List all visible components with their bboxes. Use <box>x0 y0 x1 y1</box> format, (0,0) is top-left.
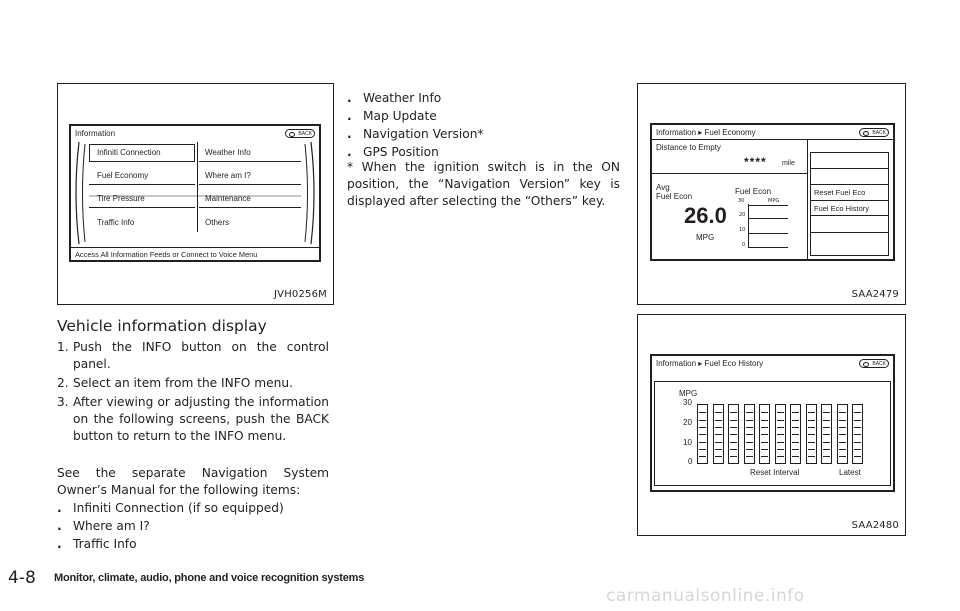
figure-fuel-eco-history <box>637 314 906 536</box>
back-button[interactable]: BACK <box>285 129 315 138</box>
menu-item-weather-info[interactable] <box>199 144 301 162</box>
side-button-list <box>810 152 889 256</box>
bar-segment-line <box>761 442 768 443</box>
section-heading: Vehicle information display <box>57 317 267 335</box>
gauge-line <box>748 205 788 206</box>
bar-segment-line <box>839 427 846 428</box>
distance-to-empty-value: **** <box>744 155 767 169</box>
history-bar-column <box>852 404 863 464</box>
menu-item-label: Maintenance <box>205 194 251 203</box>
x-label-latest: Latest <box>839 468 861 477</box>
side-blank-row <box>811 232 888 233</box>
bar-segment-line <box>808 434 815 435</box>
bar-segment-line <box>699 434 706 435</box>
history-bar-column <box>806 404 817 464</box>
bar-segment-line <box>839 434 846 435</box>
figure-id: JVH0256M <box>274 289 327 300</box>
step-1 <box>57 339 329 373</box>
x-label-reset-interval: Reset Interval <box>750 468 800 477</box>
bar-segment-line <box>746 420 753 421</box>
bar-segment-line <box>715 427 722 428</box>
bar-segment-line <box>823 456 830 457</box>
bar-segment-line <box>839 456 846 457</box>
gauge-tick-0: 0 <box>742 242 746 248</box>
bar-segment-line <box>823 412 830 413</box>
step-text: After viewing or adjusting the information on the following screens, push the BACK button to return to the INFO menu. <box>73 395 329 443</box>
bar-segment-line <box>761 412 768 413</box>
bar-segment-line <box>715 442 722 443</box>
voice-menu-footer[interactable]: Access All Information Feeds or Connect to Voice Menu <box>71 247 319 260</box>
navigation-note: * When the ignition switch is in the ON position, the “Navigation Version” key is displayed after selecting the “Others” key. <box>347 160 620 208</box>
step-number: 3. <box>57 395 69 409</box>
left-panel-divider <box>652 173 807 174</box>
bullet-dot: . <box>57 519 62 533</box>
bar-segment-line <box>730 449 737 450</box>
step-number: 2. <box>57 376 69 390</box>
gauge-label: Fuel Econ <box>735 187 772 196</box>
figure-info-menu <box>57 83 334 305</box>
bar-segment-line <box>699 412 706 413</box>
bar-segment-line <box>777 427 784 428</box>
bar-segment-line <box>854 456 861 457</box>
bar-segment-line <box>715 434 722 435</box>
bar-segment-line <box>823 427 830 428</box>
menu-item-fuel-economy[interactable] <box>89 167 195 185</box>
y-tick-10: 10 <box>683 438 692 447</box>
menu-item-label: Where am I? <box>205 171 251 180</box>
menu-item-infiniti-connection[interactable] <box>89 144 195 162</box>
bar-segment-line <box>792 427 799 428</box>
bullet-text: Traffic Info <box>73 537 137 551</box>
bar-segment-line <box>715 420 722 421</box>
bullet-text: Weather Info <box>363 91 442 105</box>
bar-segment-line <box>808 427 815 428</box>
step-3 <box>57 394 329 445</box>
bar-segment-line <box>777 449 784 450</box>
intro-paragraph: See the separate Navigation System Owner’s Manual for the following items: <box>57 466 329 497</box>
history-bar-column <box>821 404 832 464</box>
bullet-dot: . <box>347 109 352 123</box>
bar-segment-line <box>761 420 768 421</box>
bar-segment-line <box>761 434 768 435</box>
bullet-dot: . <box>347 127 352 141</box>
gauge-tick-20: 20 <box>739 212 746 218</box>
bar-segment-line <box>823 434 830 435</box>
button-label: Fuel Eco History <box>814 204 870 213</box>
bar-segment-line <box>730 420 737 421</box>
figure-fuel-economy <box>637 83 906 305</box>
bullet-text: GPS Position <box>363 145 439 159</box>
bar-segment-line <box>854 434 861 435</box>
bullet-text: Infiniti Connection (if so equipped) <box>73 501 284 515</box>
history-bar-column <box>728 404 739 464</box>
bar-segment-line <box>746 434 753 435</box>
gauge-tick-10: 10 <box>739 227 746 233</box>
menu-item-label: Weather Info <box>205 148 251 157</box>
history-bar-column <box>775 404 786 464</box>
bar-segment-line <box>715 449 722 450</box>
bar-segment-line <box>854 420 861 421</box>
history-bar-column <box>837 404 848 464</box>
bar-segment-line <box>854 442 861 443</box>
bar-segment-line <box>777 420 784 421</box>
history-bar-column <box>790 404 801 464</box>
gauge-line <box>748 233 788 234</box>
title-divider <box>652 139 893 140</box>
bar-segment-line <box>699 449 706 450</box>
step-number: 1. <box>57 340 69 354</box>
bar-segment-line <box>777 442 784 443</box>
gauge-unit: MPG <box>768 198 780 204</box>
bar-segment-line <box>715 412 722 413</box>
bar-segment-line <box>777 412 784 413</box>
bar-segment-line <box>792 434 799 435</box>
bar-segment-line <box>761 427 768 428</box>
history-bar-column <box>744 404 755 464</box>
bullet-text: Where am I? <box>73 519 150 533</box>
step-2 <box>57 375 329 392</box>
bar-segment-line <box>730 456 737 457</box>
bar-segment-line <box>808 442 815 443</box>
bar-segment-line <box>777 434 784 435</box>
bullet-dot: . <box>347 91 352 105</box>
bar-segment-line <box>792 442 799 443</box>
bar-segment-line <box>699 427 706 428</box>
bar-segment-line <box>823 420 830 421</box>
y-tick-20: 20 <box>683 418 692 427</box>
bar-segment-line <box>730 442 737 443</box>
panel-vertical-divider <box>807 140 808 259</box>
bar-segment-line <box>746 427 753 428</box>
bar-segment-line <box>730 427 737 428</box>
bar-segment-line <box>808 412 815 413</box>
bar-segment-line <box>792 456 799 457</box>
screen-title: Information ▸ Fuel Eco History <box>656 359 764 368</box>
menu-divider <box>197 142 198 232</box>
history-bar-column <box>713 404 724 464</box>
bar-segment-line <box>823 449 830 450</box>
menu-item-label: Traffic Info <box>97 218 135 227</box>
bar-segment-line <box>730 434 737 435</box>
bar-segment-line <box>839 420 846 421</box>
bullet-dot: . <box>57 537 62 551</box>
fuel-economy-screen <box>650 123 895 261</box>
y-tick-0: 0 <box>688 457 693 466</box>
bullet-text: Map Update <box>363 109 437 123</box>
history-bars <box>697 404 867 464</box>
gauge-axis <box>748 204 749 248</box>
back-button[interactable]: BACK <box>859 359 889 368</box>
screen-title: Information <box>75 129 116 138</box>
avg-fuel-econ-label <box>656 183 692 201</box>
menu-item-maintenance[interactable] <box>199 190 301 208</box>
bar-segment-line <box>730 412 737 413</box>
history-bar-column <box>697 404 708 464</box>
bar-segment-line <box>854 449 861 450</box>
menu-item-label: Tire Pressure <box>97 194 145 203</box>
gauge-line <box>748 247 788 248</box>
bar-segment-line <box>839 412 846 413</box>
bar-segment-line <box>808 420 815 421</box>
step-text: Select an item from the INFO menu. <box>73 376 293 390</box>
figure-id: SAA2480 <box>851 520 899 531</box>
y-tick-30: 30 <box>683 398 692 407</box>
bullet-dot: . <box>347 145 352 159</box>
distance-unit: mile <box>782 160 795 167</box>
avg-fuel-econ-unit: MPG <box>696 233 715 242</box>
button-label: Reset Fuel Eco <box>814 188 866 197</box>
bar-segment-line <box>854 427 861 428</box>
menu-item-traffic-info[interactable] <box>89 214 195 232</box>
menu-item-label: Fuel Economy <box>97 171 149 180</box>
back-button[interactable]: BACK <box>859 128 889 137</box>
menu-item-tire-pressure[interactable] <box>89 190 195 208</box>
bar-segment-line <box>761 456 768 457</box>
bar-segment-line <box>715 456 722 457</box>
avg-label-line2: Fuel Econ <box>656 192 693 201</box>
bar-segment-line <box>746 449 753 450</box>
reset-fuel-eco-button[interactable] <box>811 184 888 200</box>
bar-segment-line <box>792 412 799 413</box>
bar-segment-line <box>746 456 753 457</box>
avg-fuel-econ-value: 26.0 <box>684 203 727 228</box>
chapter-title: Monitor, climate, audio, phone and voice recognition systems <box>54 572 365 584</box>
bar-segment-line <box>699 420 706 421</box>
side-blank-row <box>811 168 888 169</box>
figure-id: SAA2479 <box>851 289 899 300</box>
bar-segment-line <box>792 420 799 421</box>
bar-segment-line <box>761 449 768 450</box>
fuel-econ-gauge <box>738 198 796 250</box>
info-menu-screen <box>69 124 321 262</box>
history-bar-column <box>759 404 770 464</box>
bar-segment-line <box>777 456 784 457</box>
gauge-line <box>748 218 788 219</box>
bar-segment-line <box>823 442 830 443</box>
menu-item-others[interactable] <box>199 214 301 232</box>
bar-segment-line <box>746 442 753 443</box>
bar-segment-line <box>746 412 753 413</box>
menu-item-label: Others <box>205 218 230 227</box>
screen-title: Information ▸ Fuel Economy <box>656 128 756 137</box>
fuel-eco-history-button[interactable] <box>811 200 888 216</box>
bar-segment-line <box>839 442 846 443</box>
bar-segment-line <box>699 442 706 443</box>
bar-segment-line <box>854 412 861 413</box>
watermark: carmanualsonline.info <box>606 586 805 606</box>
bar-segment-line <box>808 456 815 457</box>
menu-item-label: Infiniti Connection <box>97 148 161 157</box>
menu-item-where-am-i[interactable] <box>199 167 301 185</box>
bar-segment-line <box>839 449 846 450</box>
step-text: Push the INFO button on the control panel. <box>73 340 329 371</box>
avg-label-line1: Avg <box>656 183 670 192</box>
gauge-tick-30: 30 <box>738 198 745 204</box>
bullet-dot: . <box>57 501 62 515</box>
bullet-text: Navigation Version* <box>363 127 484 141</box>
bar-segment-line <box>808 449 815 450</box>
y-axis-unit: MPG <box>679 389 698 398</box>
bar-segment-line <box>699 456 706 457</box>
page-number: 4-8 <box>8 568 36 588</box>
distance-to-empty-label: Distance to Empty <box>656 143 721 152</box>
fuel-eco-history-screen <box>650 354 895 492</box>
bar-segment-line <box>792 449 799 450</box>
